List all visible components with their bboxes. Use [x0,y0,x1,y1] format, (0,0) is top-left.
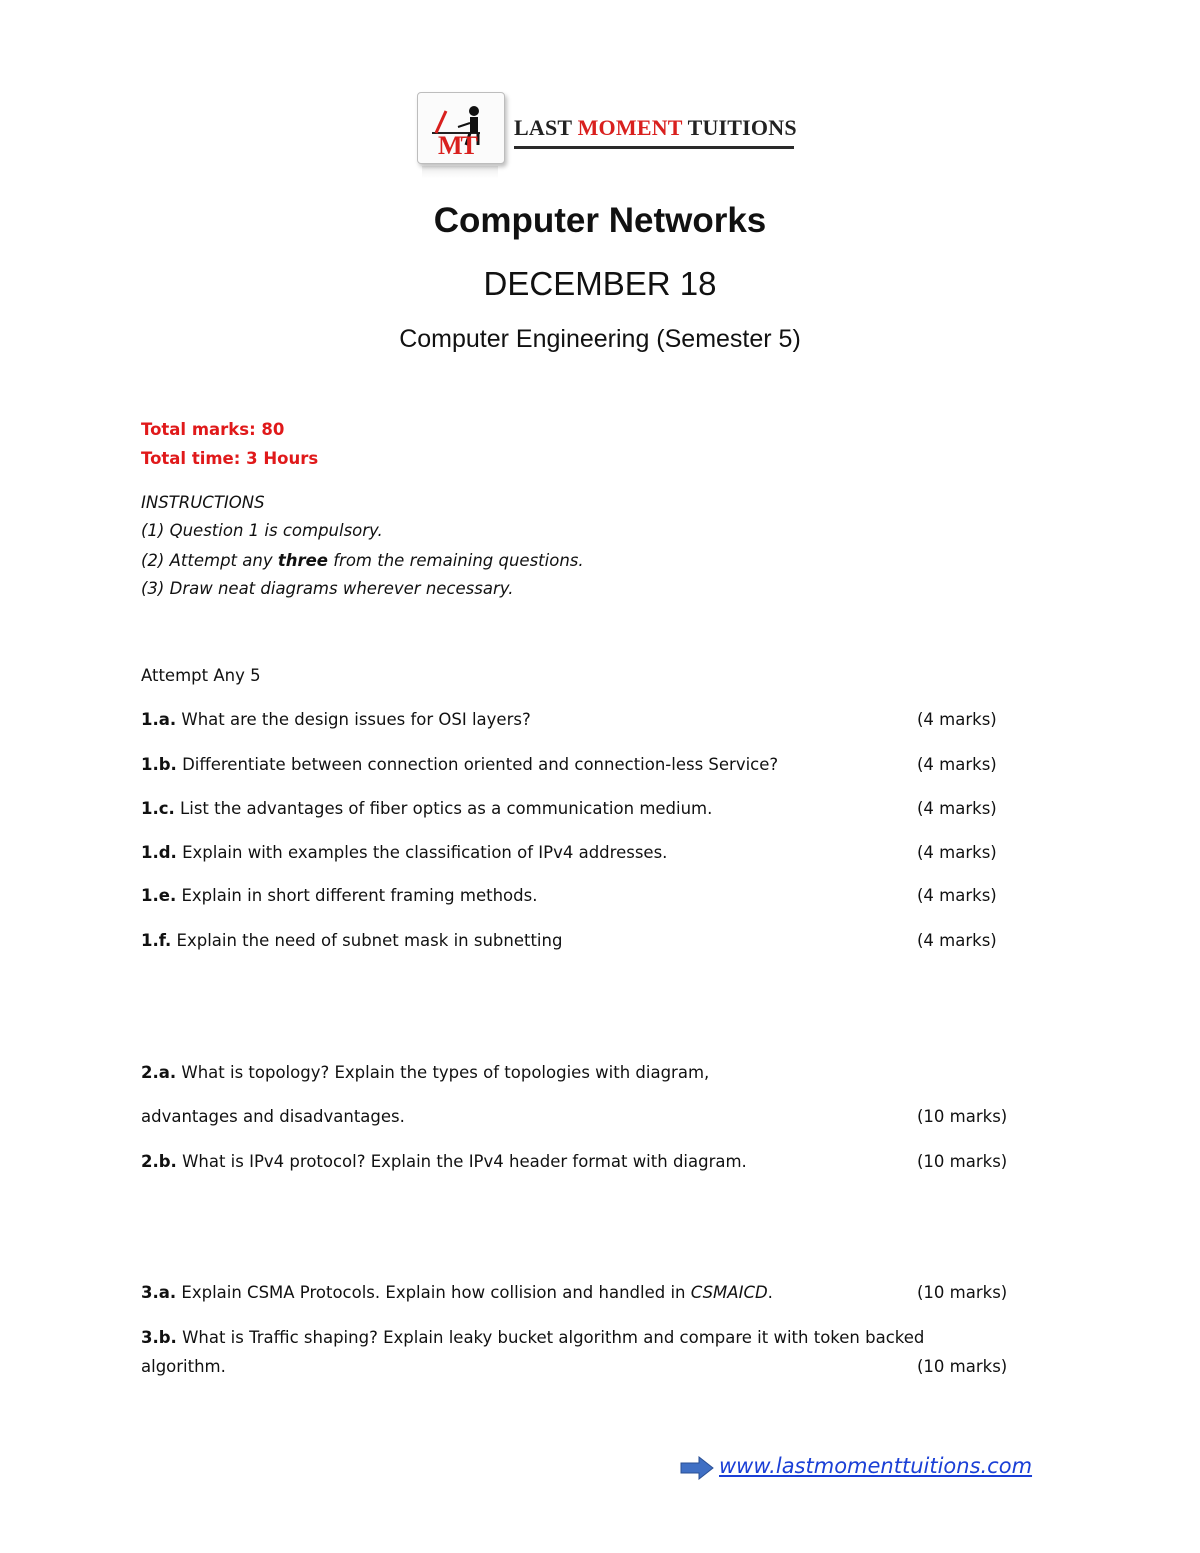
question-1c [141,799,712,818]
question-number: 2.a. [141,1063,177,1082]
question-1f-marks: (4 marks) [917,931,997,950]
question-text: Explain CSMA Protocols. Explain how collision and handled in [176,1283,691,1302]
question-number: 3.a. [141,1283,177,1302]
question-text: What is Traffic shaping? Explain leaky bucket algorithm and compare it with token backed [176,1328,925,1347]
question-number: 1.b. [141,755,177,774]
section-1-heading: Attempt Any 5 [141,666,261,685]
question-1c-marks: (4 marks) [917,799,997,818]
question-number: 1.c. [141,799,175,818]
question-1a [141,710,531,729]
brand-underline [514,146,794,149]
instruction-2-bold: three [277,551,328,570]
exam-session: DECEMBER 18 [483,265,717,302]
brand-logo [417,92,505,164]
question-1d-marks: (4 marks) [917,843,997,862]
question-3b [141,1328,924,1347]
question-1f [141,931,562,950]
instruction-2-post: from the remaining questions. [328,551,584,570]
instruction-1: (1) Question 1 is compulsory. [141,521,383,540]
question-text: What is IPv4 protocol? Explain the IPv4 header format with diagram. [176,1152,747,1171]
document-title: Computer Networks [433,201,767,240]
question-1e [141,886,537,905]
question-2a-marks: (10 marks) [917,1107,1008,1126]
question-text-end: . [767,1283,773,1302]
logo-letters: MT [438,131,476,160]
total-time: Total time: 3 Hours [141,449,319,468]
question-3a-marks: (10 marks) [917,1283,1008,1302]
question-number: 2.b. [141,1152,177,1171]
course-name: Computer Engineering (Semester 5) [399,325,801,353]
brand-name-part2: MOMENT [577,115,683,140]
question-text: Explain the need of subnet mask in subnetting [171,931,563,950]
question-1a-marks: (4 marks) [917,710,997,729]
arrow-right-icon [680,1456,714,1485]
website-link[interactable]: www.lastmomenttuitions.com [719,1454,1033,1478]
question-1b-marks: (4 marks) [917,755,997,774]
question-text: Differentiate between connection oriented and connection-less Service? [176,755,779,774]
question-text: Explain with examples the classification of IPv4 addresses. [176,843,668,862]
instructions-heading: INSTRUCTIONS [141,493,265,512]
brand-name [514,115,804,141]
question-text-italic: CSMAICD [690,1283,768,1302]
instruction-2 [141,551,584,570]
question-number: 1.f. [141,931,172,950]
instruction-3: (3) Draw neat diagrams wherever necessary. [141,579,514,598]
question-3a [141,1283,773,1302]
question-number: 1.e. [141,886,177,905]
question-1b [141,755,778,774]
question-3b-continued: algorithm. [141,1357,226,1376]
question-2b-marks: (10 marks) [917,1152,1008,1171]
question-number: 3.b. [141,1328,177,1347]
instruction-2-pre: (2) Attempt any [141,551,278,570]
brand-name-part3: TUITIONS [682,115,797,140]
question-1d [141,843,667,862]
question-text: What is topology? Explain the types of topologies with diagram, [176,1063,710,1082]
question-number: 1.d. [141,843,177,862]
question-text: List the advantages of fiber optics as a communication medium. [174,799,713,818]
logo-reflection [422,166,498,178]
question-1e-marks: (4 marks) [917,886,997,905]
question-text: What are the design issues for OSI layers? [176,710,531,729]
question-3b-marks: (10 marks) [917,1357,1008,1376]
question-2b [141,1152,747,1171]
total-marks: Total marks: 80 [141,420,285,439]
question-text: Explain in short different framing methods. [176,886,538,905]
question-number: 1.a. [141,710,177,729]
brand-name-part1: LAST [514,115,578,140]
question-2a-continued: advantages and disadvantages. [141,1107,405,1126]
question-2a [141,1063,709,1082]
